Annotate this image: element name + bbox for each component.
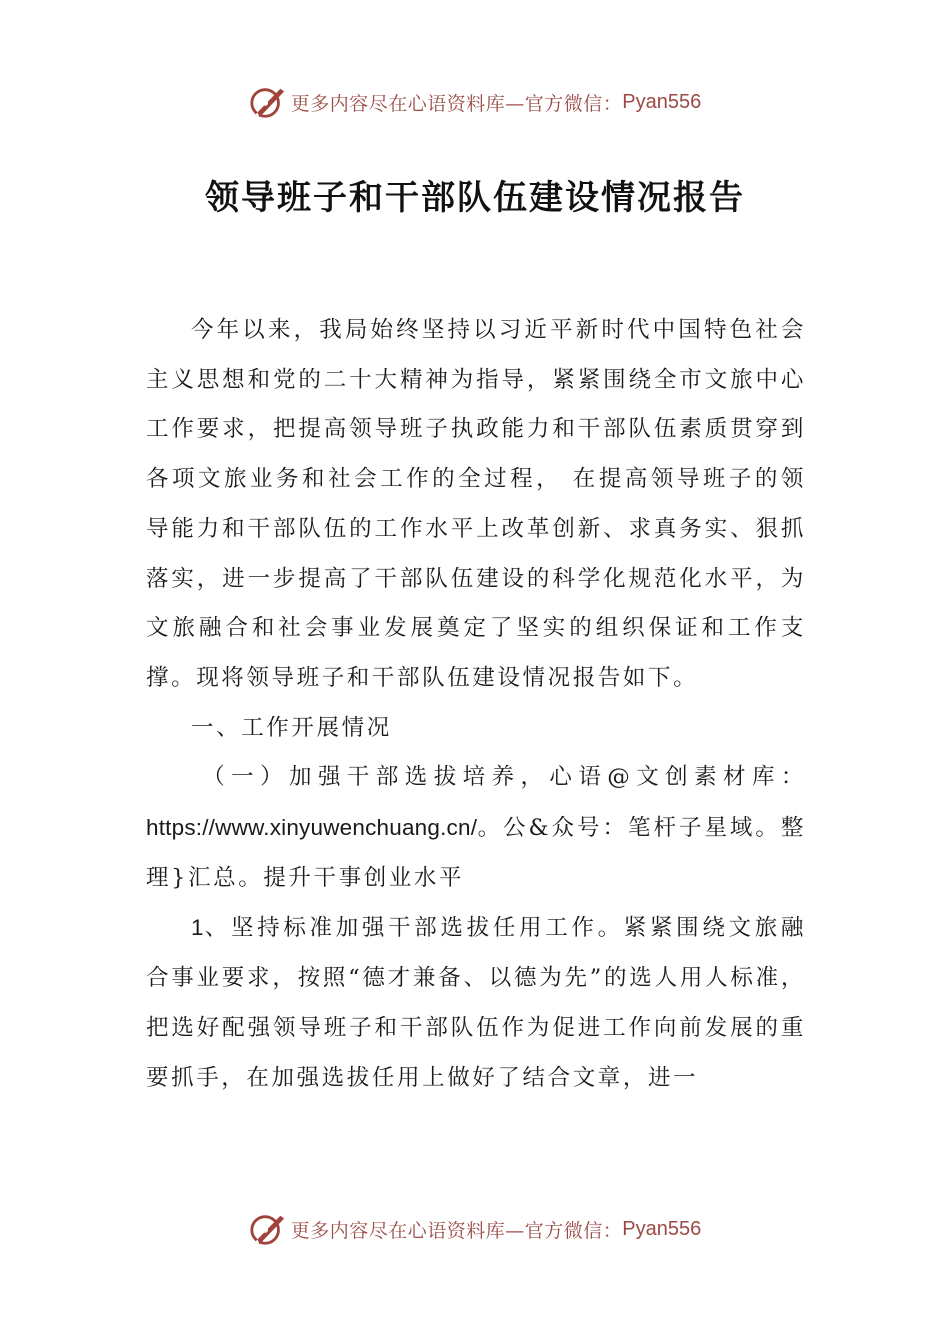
header-wechat-id: Pyan556: [622, 90, 702, 113]
footer-banner-text: 更多内容尽在心语资料库—官方微信：: [290, 1219, 623, 1242]
subsection-heading: [146, 753, 806, 903]
intro-paragraph: 今年以来，我局始终坚持以习近平新时代中国特色社会主义思想和党的二十大精神为指导，紧紧围绕全市文旅中心工作要求，把提高领导班子执政能力和干部队伍素质贯穿到各项文旅业务和社会工作的全过程， 在提高领导班子的领导能力和干部队伍的工作水平上改革创新、求真务实、狠抓落实，进一步提高了干部队伍建设的科学化规范化水平，为文旅融合和社会事业发展奠定了坚实的组织保证和工作支撑。现将领导班子和干部队伍建设情况报告如下。: [146, 317, 806, 691]
pen-logo-icon: [249, 83, 287, 121]
item-number: 1: [191, 915, 204, 941]
header-banner: [0, 80, 950, 124]
pen-logo-icon: [249, 1210, 287, 1248]
footer-banner: [0, 1207, 950, 1251]
footer-wechat-id: Pyan556: [622, 1217, 702, 1240]
header-banner-text: 更多内容尽在心语资料库—官方微信：: [290, 92, 623, 115]
document-title: 领导班子和干部队伍建设情况报告: [205, 178, 745, 218]
section-heading: 一、工作开展情况: [191, 714, 392, 741]
website-link[interactable]: https://www.xinyuwenchuang.cn/: [146, 815, 478, 841]
subsection-heading-suffix: 。公&众号：笔杆子星域。整理}汇总。提升干事创业水平: [146, 815, 806, 891]
item-text: 、坚持标准加强干部选拔任用工作。紧紧围绕文旅融合事业要求，按照“德才兼备、以德为先”的选人用人标准，把选好配强领导班子和干部队伍作为促进工作向前发展的重要抓手，在加强选拔任用上做好了结合文章，进一: [146, 915, 806, 1091]
subsection-heading-prefix: （一）加强干部选拔培养，心语@文创素材库：: [202, 764, 806, 791]
document-body: [146, 306, 806, 1103]
item-paragraph: [146, 903, 806, 1103]
